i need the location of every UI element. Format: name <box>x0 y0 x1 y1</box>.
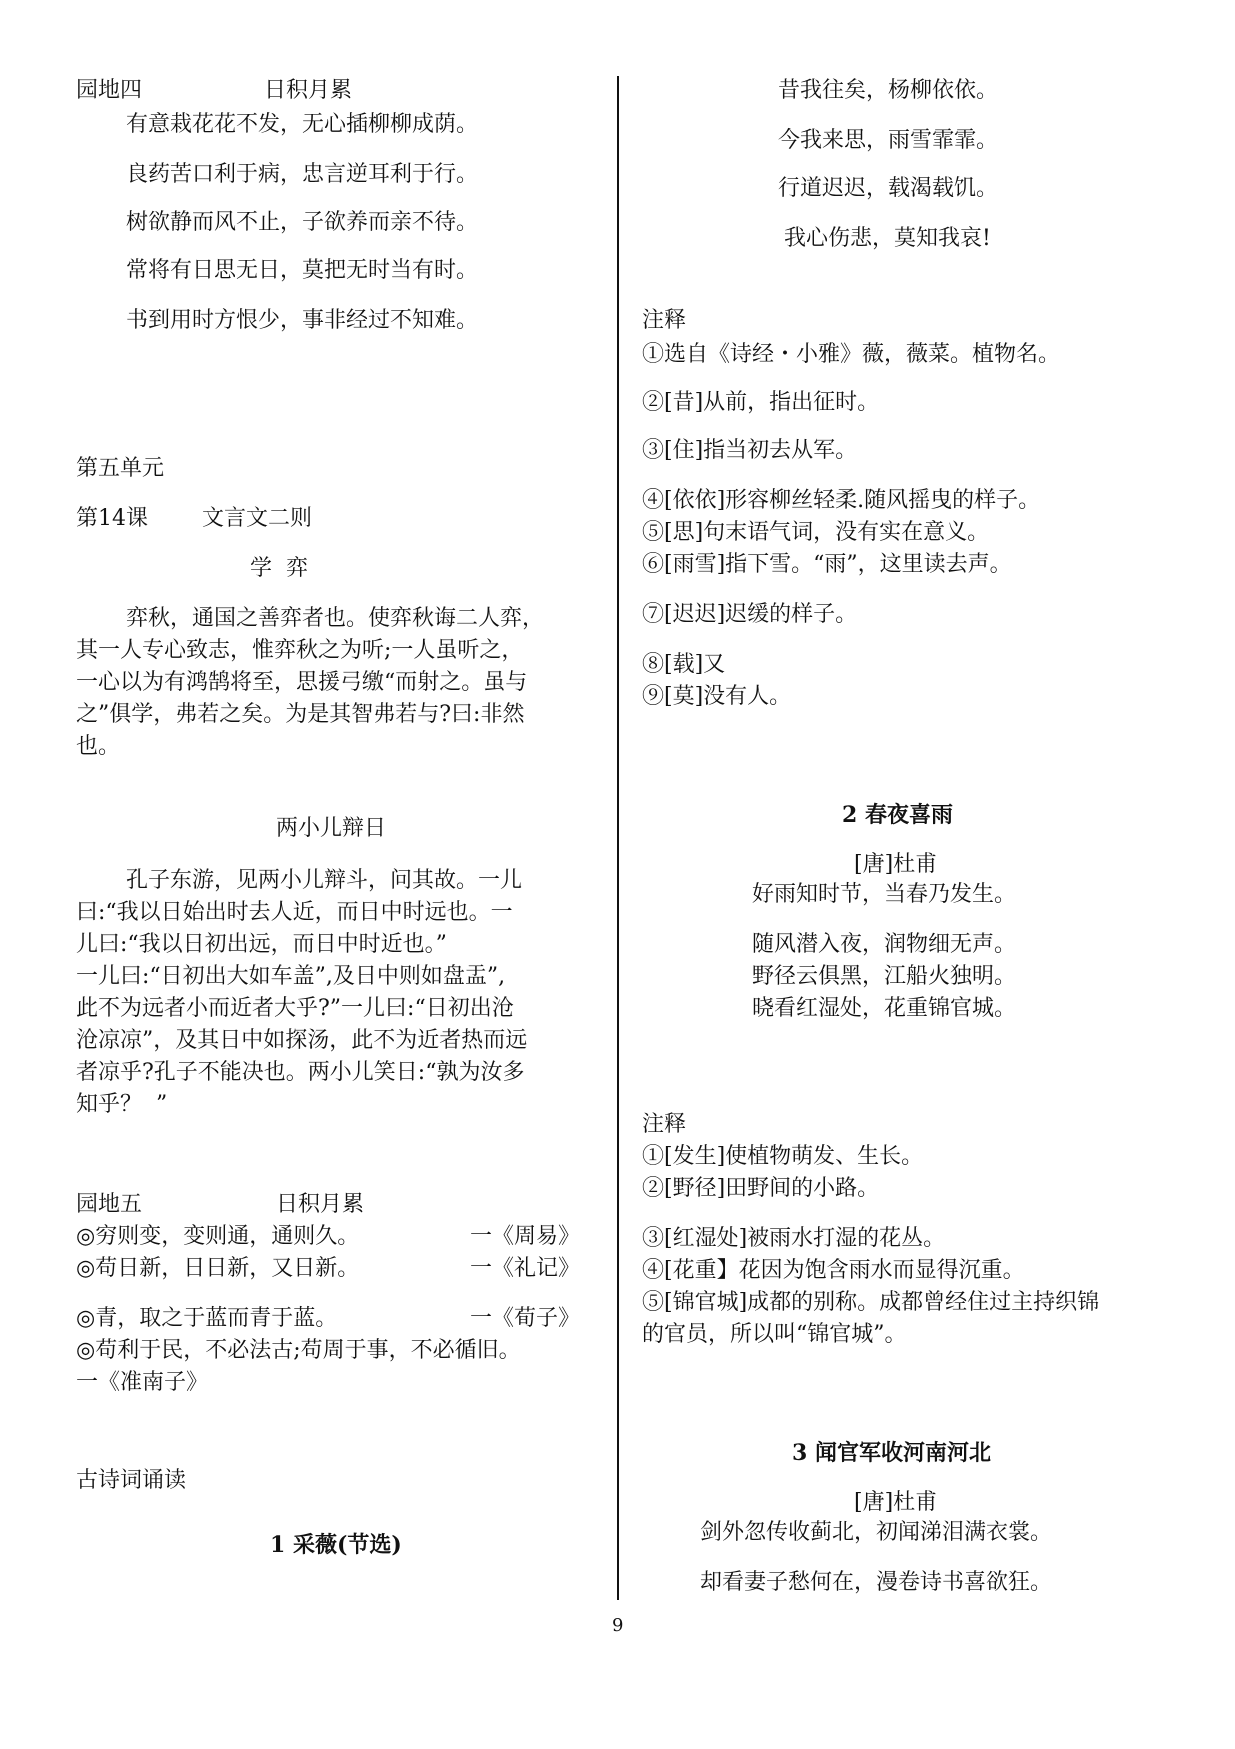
note-item: ④[依依]形容柳丝轻柔.随风摇曳的样子。 <box>642 488 1041 513</box>
poem-line: 行道迟迟，载渴载饥。 <box>778 176 999 201</box>
poem-line: 今我来思，雨雪霏霏。 <box>778 128 999 153</box>
quote-line: ◎穷则变，变则通，通则久。 <box>76 1224 360 1249</box>
garden4-subtitle: 日积月累 <box>264 78 353 103</box>
note-item: ⑥[雨雪]指下雪。“雨”，这里读去声。 <box>642 552 1012 577</box>
liangxiaoer-text-line: 孔子东游，见两小儿辩斗，问其故。一儿 <box>126 868 523 893</box>
xueyi-text-line: 其一人专心致志，惟弈秋之为听;一人虽听之， <box>76 638 524 663</box>
recite-title: 古诗词诵读 <box>76 1468 187 1493</box>
liangxiaoer-text-line: 此不为远者小而近者大乎?”一儿曰:“日初出沧 <box>76 996 514 1021</box>
liangxiaoer-text-line: 儿曰:“我以日初出远，而日中时近也。” <box>76 932 447 957</box>
xueyi-title: 学 弈 <box>250 556 308 581</box>
poem1-title: 1 采薇(节选) <box>270 1532 402 1558</box>
note-item: ①[发生]使植物萌发、生长。 <box>642 1144 924 1169</box>
liangxiaoer-text-line: 知乎？ ” <box>76 1092 168 1117</box>
quote-source: 一《周易》 <box>470 1224 581 1249</box>
notes-title: 注释 <box>642 1112 687 1137</box>
proverb-line: 良药苦口利于病，忠言逆耳利于行。 <box>126 162 479 187</box>
note-item: ①选自《诗经・小雅》薇，薇菜。植物名。 <box>642 342 1061 367</box>
poem-line: 我心伤悲，莫知我哀! <box>784 226 991 251</box>
note-item: ②[昔]从前，指出征时。 <box>642 390 880 415</box>
poem-line: 好雨知时节，当春乃发生。 <box>752 882 1017 907</box>
unit-title: 第五单元 <box>76 456 165 481</box>
lesson-title: 文言文二则 <box>202 506 313 531</box>
note-item: ③[红湿处]被雨水打湿的花丛。 <box>642 1226 946 1251</box>
poem-line: 却看妻子愁何在，漫卷诗书喜欲狂。 <box>700 1570 1053 1595</box>
note-item: 的官员，所以叫“锦官城”。 <box>642 1322 907 1347</box>
xueyi-text-line: 一心以为有鸿鹄将至，思援弓缴“而射之。虽与 <box>76 670 528 695</box>
garden4-label: 园地四 <box>76 78 143 103</box>
poem3-title: 3 闻官军收河南河北 <box>792 1440 991 1466</box>
note-item: ⑧[载]又 <box>642 652 726 677</box>
poem-line: 晓看红湿处，花重锦官城。 <box>752 996 1017 1021</box>
liangxiaoer-text-line: 一儿曰:“日初出大如车盖”,及日中则如盘盂”, <box>76 964 506 989</box>
liangxiaoer-text-line: 者凉乎?孔子不能决也。两小儿笑日:“孰为汝多 <box>76 1060 525 1085</box>
quote-line: ◎苟日新，日日新，又日新。 <box>76 1256 360 1281</box>
poem2-author: [唐]杜甫 <box>854 852 938 877</box>
quote-line: ◎青，取之于蓝而青于蓝。 <box>76 1306 338 1331</box>
garden5-subtitle: 日积月累 <box>276 1192 365 1217</box>
note-item: ⑨[莫]没有人。 <box>642 684 792 709</box>
xueyi-text-line: 弈秋，通国之善弈者也。使弈秋诲二人弈， <box>126 606 545 631</box>
proverb-line: 有意栽花花不发，无心插柳柳成荫。 <box>126 112 479 137</box>
note-item: ⑦[迟迟]迟缓的样子。 <box>642 602 858 627</box>
liangxiaoer-title: 两小儿辩日 <box>276 816 387 841</box>
liangxiaoer-text-line: 曰:“我以日始出时去人近，而日中时远也。一 <box>76 900 513 925</box>
notes-title: 注释 <box>642 308 687 333</box>
note-item: ⑤[锦官城]成都的别称。成都曾经住过主持织锦 <box>642 1290 1100 1315</box>
xueyi-text-line: 也。 <box>76 734 121 759</box>
note-item: ⑤[思]句末语气词，没有实在意义。 <box>642 520 990 545</box>
proverb-line: 书到用时方恨少，事非经过不知难。 <box>126 308 479 333</box>
xueyi-text-line: 之”俱学，弗若之矣。为是其智弗若与?曰:非然 <box>76 702 525 727</box>
poem3-author: [唐]杜甫 <box>854 1490 938 1515</box>
note-item: ④[花重】花因为饱含雨水而显得沉重。 <box>642 1258 1025 1283</box>
lesson-number: 第14课 <box>76 506 148 531</box>
proverb-line: 常将有日思无日，莫把无时当有时。 <box>126 258 479 283</box>
poem-line: 昔我往矣，杨柳依依。 <box>778 78 999 103</box>
garden5-label: 园地五 <box>76 1192 143 1217</box>
page-number: 9 <box>612 1615 624 1636</box>
poem-line: 随风潜入夜，润物细无声。 <box>752 932 1017 957</box>
poem2-title: 2 春夜喜雨 <box>842 802 953 828</box>
quote-line: ◎苟利于民，不必法古;苟周于事，不必循旧。 <box>76 1338 521 1363</box>
quote-source: 一《礼记》 <box>470 1256 581 1281</box>
proverb-line: 树欲静而风不止，子欲养而亲不待。 <box>126 210 479 235</box>
liangxiaoer-text-line: 沧凉凉”，及其日中如探汤，此不为近者热而远 <box>76 1028 528 1053</box>
quote-source: 一《荀子》 <box>470 1306 581 1331</box>
note-item: ③[住]指当初去从军。 <box>642 438 858 463</box>
poem-line: 剑外忽传收蓟北，初闻涕泪满衣裳。 <box>700 1520 1053 1545</box>
note-item: ②[野径]田野间的小路。 <box>642 1176 880 1201</box>
column-divider <box>617 76 619 1600</box>
poem-line: 野径云俱黑，江船火独明。 <box>752 964 1017 989</box>
quote-line: 一《准南子》 <box>76 1370 209 1395</box>
